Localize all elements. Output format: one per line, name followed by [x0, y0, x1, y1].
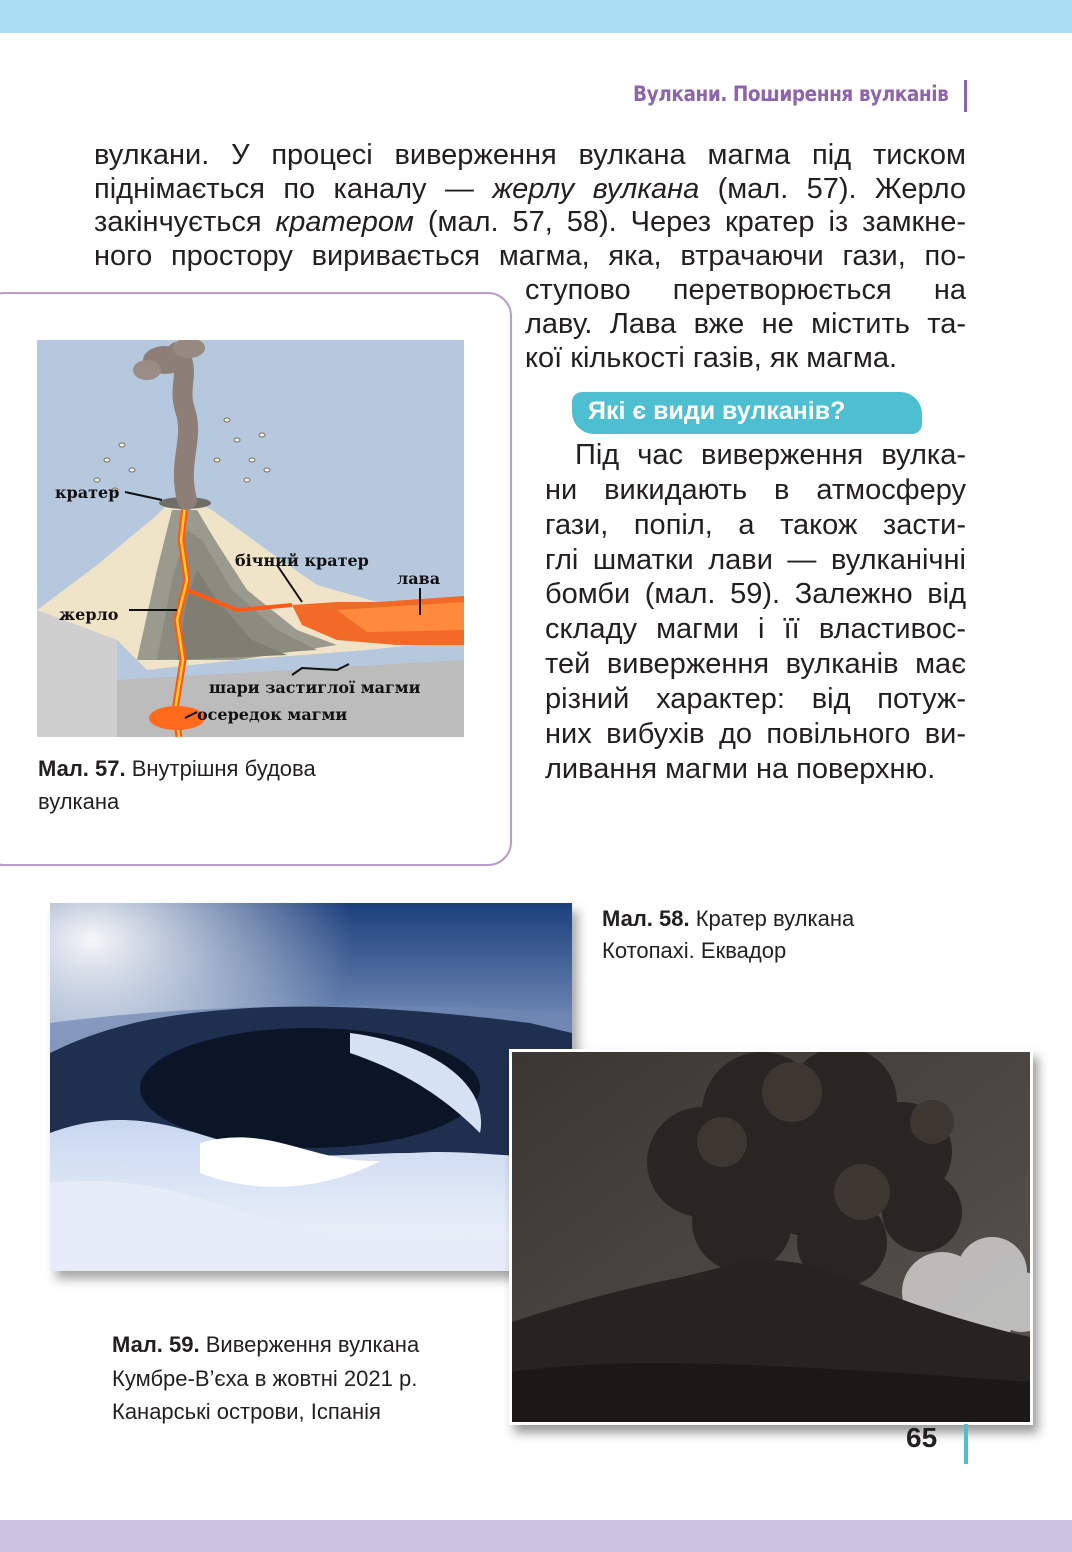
- text-span: (мал. 57). Жерло: [699, 173, 966, 205]
- text-line: [94, 205, 966, 239]
- text-line: ступово перетворюється на: [525, 274, 966, 306]
- top-color-band: [0, 0, 1072, 33]
- text-line: них вибухів до повільного ви-: [545, 718, 966, 750]
- text-line: вулкани. У процесі виверження вулкана магма під тиском: [94, 139, 966, 171]
- text-line: гази, попіл, а також засти-: [545, 509, 966, 541]
- text-span: (мал. 57, 58). Через кратер із замкне-: [413, 206, 966, 238]
- page-number: 65: [906, 1422, 938, 1453]
- page-number-bar: [964, 1424, 968, 1464]
- text-line: лаву. Лава вже не містить та-: [525, 308, 966, 340]
- label-layers: шари застиглої магми: [209, 678, 421, 697]
- caption-number: Мал. 59.: [112, 1332, 200, 1357]
- text-line: бомби (мал. 59). Залежно від: [545, 578, 966, 610]
- photo-cumbre-vieja-eruption: [509, 1049, 1033, 1425]
- bottom-color-band: [0, 1520, 1072, 1552]
- figure-58-caption: [602, 902, 854, 935]
- text-span: піднімається по каналу —: [94, 173, 493, 205]
- caption-number: Мал. 57.: [38, 756, 126, 781]
- subheading-text: Які є види вулканів?: [588, 397, 846, 425]
- label-vent: жерло: [59, 605, 119, 624]
- text-line: різний характер: від потуж-: [545, 683, 966, 715]
- caption-text: Внутрішня будова: [125, 756, 316, 781]
- text-span: закінчується: [94, 206, 276, 238]
- term-crater: кратером: [275, 206, 414, 238]
- photo-cotopaxi-crater: [50, 903, 572, 1271]
- volcano-structure-diagram: [37, 340, 464, 737]
- text-line: складу магми і її властивос-: [545, 613, 966, 645]
- figure-57-caption: [38, 752, 316, 785]
- figure-57-caption-line2: вулкана: [38, 789, 120, 814]
- caption-text: Виверження вулкана: [199, 1332, 420, 1357]
- text-line: ни викидають в атмосферу: [545, 474, 966, 506]
- figure-59-caption: [112, 1328, 419, 1361]
- text-line: тей виверження вулканів має: [545, 648, 966, 680]
- text-line: ного простору виривається магма, яка, втрачаючи гази, по-: [94, 240, 966, 272]
- text-line: [94, 172, 966, 206]
- running-head-bar: [964, 80, 967, 112]
- label-chamber: осередок магми: [197, 705, 348, 724]
- text-line: кої кількості газів, як магма.: [525, 342, 898, 374]
- label-side-crater: бічний кратер: [235, 551, 369, 570]
- text-line: ливання магми на поверхню.: [545, 753, 936, 785]
- caption-text: Кратер вулкана: [689, 906, 855, 931]
- figure-59-caption-line2: Кумбре-В’єха в жовтні 2021 р.: [112, 1366, 418, 1391]
- figure-59-caption-line3: Канарські острови, Іспанія: [112, 1399, 381, 1424]
- term-vent: жерлу вулкана: [492, 173, 700, 205]
- section-subheading: [572, 392, 922, 434]
- caption-number: Мал. 58.: [602, 906, 690, 931]
- text-line: Під час виверження вулка-: [575, 439, 966, 471]
- running-head: Вулкани. Поширення вулканів: [632, 82, 948, 106]
- text-line: глі шматки лави — вулканічні: [545, 544, 966, 576]
- figure-58-caption-line2: Котопахі. Еквадор: [602, 938, 787, 963]
- label-crater: кратер: [55, 483, 120, 502]
- label-lava: лава: [397, 569, 441, 588]
